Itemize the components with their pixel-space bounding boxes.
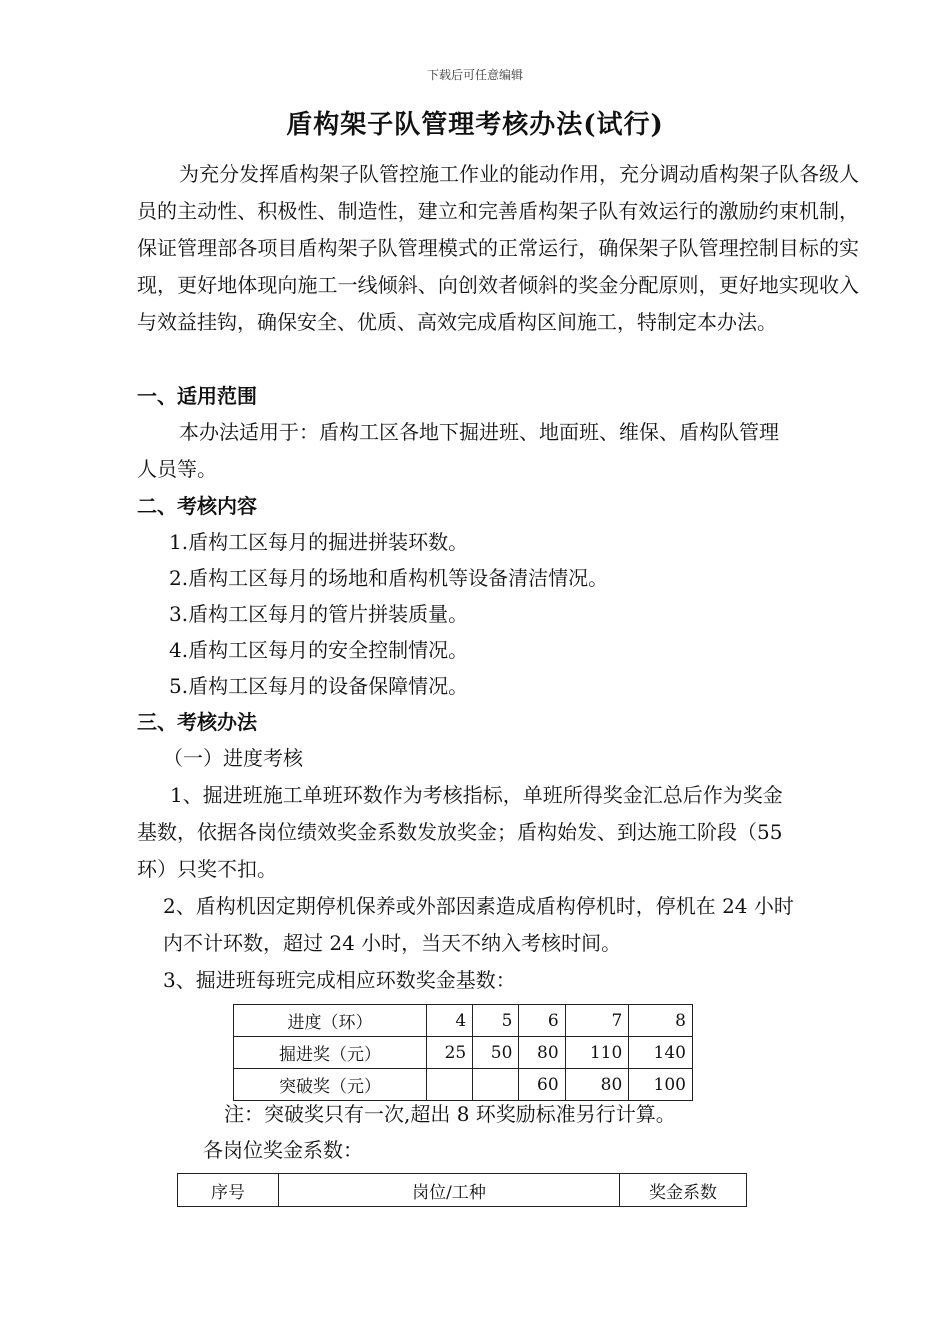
column-header: 奖金系数 — [620, 1174, 747, 1207]
method-item-1-line-1: 1、掘进班施工单班环数作为考核指标，单班所得奖金汇总后作为奖金 — [170, 783, 783, 807]
coefficient-label: 各岗位奖金系数： — [203, 1138, 363, 1162]
table-note: 注：突破奖只有一次,超出 8 环奖励标准另行计算。 — [224, 1102, 676, 1126]
table-cell: 5 — [473, 1005, 519, 1037]
table-cell: 25 — [427, 1037, 473, 1069]
document-title: 盾构架子队管理考核办法(试行) — [286, 110, 664, 140]
method-item-3: 3、掘进班每班完成相应环数奖金基数： — [163, 968, 516, 992]
table-cell: 110 — [565, 1037, 629, 1069]
table-cell: 7 — [565, 1005, 629, 1037]
column-header: 序号 — [178, 1174, 279, 1207]
column-header: 岗位/工种 — [279, 1174, 620, 1207]
subsection-progress: （一）进度考核 — [163, 746, 303, 770]
position-coefficient-table — [177, 1173, 747, 1207]
table-cell: 6 — [519, 1005, 565, 1037]
table-cell: 8 — [629, 1005, 693, 1037]
table-cell: 4 — [427, 1005, 473, 1037]
row-label: 突破奖（元） — [234, 1069, 427, 1101]
table-cell: 60 — [519, 1069, 565, 1101]
method-item-1-line-2: 基数，依据各岗位绩效奖金系数发放奖金；盾构始发、到达施工阶段（55 — [137, 820, 783, 844]
progress-bonus-table — [233, 1004, 693, 1101]
table-cell: 80 — [519, 1037, 565, 1069]
table-row — [234, 1005, 693, 1037]
header-note: 下载后可任意编辑 — [426, 68, 523, 82]
content-item-3: 3.盾构工区每月的管片拼装质量。 — [169, 602, 469, 626]
method-item-2-line-2: 内不计环数，超过 24 小时，当天不纳入考核时间。 — [163, 931, 622, 955]
section-heading-scope: 一、适用范围 — [137, 384, 257, 408]
intro-paragraph: 为充分发挥盾构架子队管控施工作业的能动作用，充分调动盾构架子队各级人员的主动性、积极性、制造性，建立和完善盾构架子队有效运行的激励约束机制，保证管理部各项目盾构架子队管理模式的正常运行，确保架子队管理控制目标的实现，更好地体现向施工一线倾斜、向创效者倾斜的奖金分配原则，更好地实现收入与效益挂钩，确保安全、优质、高效完成盾构区间施工，特制定本办法。 — [137, 162, 859, 334]
table-row — [234, 1037, 693, 1069]
section-heading-method: 三、考核办法 — [137, 710, 257, 734]
content-item-5: 5.盾构工区每月的设备保障情况。 — [169, 674, 469, 698]
table-cell: 50 — [473, 1037, 519, 1069]
table-cell: 100 — [629, 1069, 693, 1101]
content-item-1: 1.盾构工区每月的掘进拼装环数。 — [169, 530, 469, 554]
content-item-2: 2.盾构工区每月的场地和盾构机等设备清洁情况。 — [169, 566, 609, 590]
table-cell: 80 — [565, 1069, 629, 1101]
content-item-4: 4.盾构工区每月的安全控制情况。 — [169, 638, 469, 662]
scope-line-2: 人员等。 — [137, 457, 217, 481]
table-header-row — [178, 1174, 747, 1207]
table-cell: 140 — [629, 1037, 693, 1069]
row-label: 掘进奖（元） — [234, 1037, 427, 1069]
row-label: 进度（环） — [234, 1005, 427, 1037]
scope-line-1: 本办法适用于：盾构工区各地下掘进班、地面班、维保、盾构队管理 — [179, 420, 779, 444]
method-item-1-line-3: 环）只奖不扣。 — [137, 857, 277, 881]
method-item-2-line-1: 2、盾构机因定期停机保养或外部因素造成盾构停机时，停机在 24 小时 — [163, 894, 794, 918]
section-heading-content: 二、考核内容 — [137, 494, 257, 518]
